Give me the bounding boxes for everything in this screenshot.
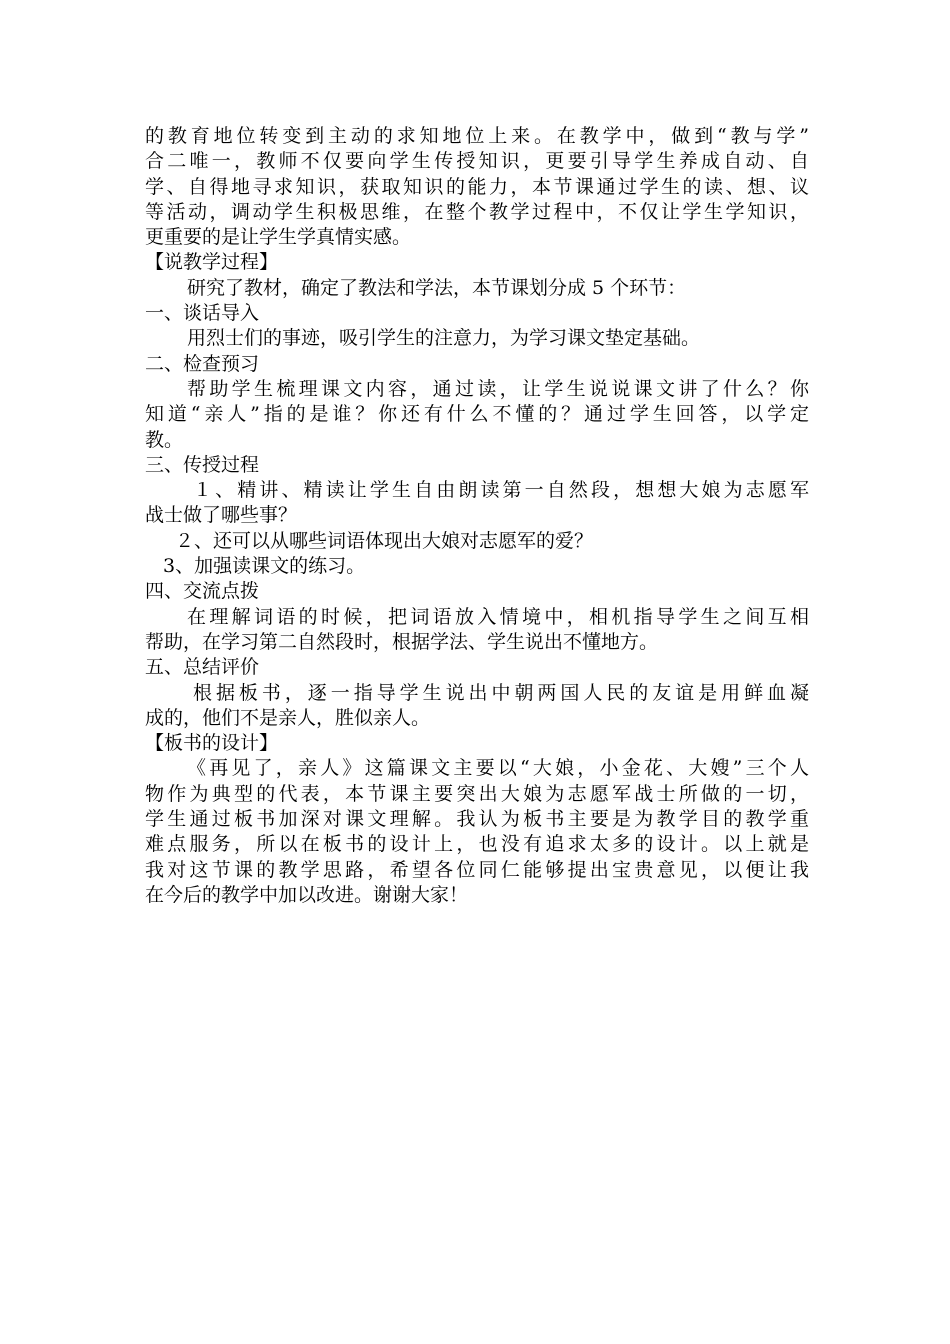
text-line: 【说教学过程】 xyxy=(145,251,279,274)
text-line: ２、还可以从哪些词语体现出大娘对志愿军的爱？ xyxy=(175,529,594,552)
text-line: 在今后的教学中加以改进。谢谢大家！ xyxy=(145,883,469,906)
text-line: 学、自得地寻求知识，获取知识的能力，本节课通过学生的读、想、议 xyxy=(145,175,809,198)
text-line: 我对这节课的教学思路，希望各位同仁能够提出宝贵意见，以便让我 xyxy=(145,858,809,881)
text-line: 物作为典型的代表，本节课主要突出大娘为志愿军战士所做的一切， xyxy=(145,782,809,805)
text-line: 成的，他们不是亲人，胜似亲人。 xyxy=(145,706,431,729)
text-line: 的教育地位转变到主动的求知地位上来。在教学中，做到“教与学” xyxy=(145,125,809,147)
text-line: 《再见了，亲人》这篇课文主要以“大娘，小金花、大嫂”三个人 xyxy=(187,757,809,780)
document-body xyxy=(145,124,809,908)
text-line: 【板书的设计】 xyxy=(145,732,279,755)
text-line: 教。 xyxy=(145,428,184,451)
text-line: 学生通过板书加深对课文理解。我认为板书主要是为教学目的教学重 xyxy=(145,808,809,831)
text-line: 根据板书，逐一指导学生说出中朝两国人民的友谊是用鲜血凝 xyxy=(193,681,809,704)
text-line: 三、传授过程 xyxy=(145,453,260,476)
text-line: 更重要的是让学生学真情实感。 xyxy=(145,226,412,249)
text-line: 在理解词语的时候，把词语放入情境中，相机指导学生之间互相 xyxy=(187,605,809,628)
text-line: 合二唯一，教师不仅要向学生传授知识，更要引导学生养成自动、自 xyxy=(145,150,809,173)
text-line: 一、谈话导入 xyxy=(145,302,260,325)
text-line: 用烈士们的事迹，吸引学生的注意力，为学习课文垫定基础。 xyxy=(187,327,701,350)
text-line: 战士做了哪些事？ xyxy=(145,504,298,527)
text-line: 研究了教材，确定了教法和学法，本节课划分成 5 个环节： xyxy=(187,276,687,299)
text-line: 难点服务，所以在板书的设计上，也没有追求太多的设计。以上就是 xyxy=(145,833,809,856)
text-line: 二、检查预习 xyxy=(145,352,260,375)
text-line: 3、加强读课文的练习。 xyxy=(163,555,366,578)
text-line: 等活动，调动学生积极思维，在整个教学过程中，不仅让学生学知识， xyxy=(145,200,809,223)
text-line: 五、总结评价 xyxy=(145,656,260,679)
text-line: １、精讲、精读让学生自由朗读第一自然段，想想大娘为志愿军 xyxy=(193,479,809,502)
text-line: 四、交流点拨 xyxy=(145,580,260,603)
text-line: 帮助学生梳理课文内容，通过读，让学生说说课文讲了什么？你 xyxy=(187,377,809,400)
text-line: 帮助，在学习第二自然段时，根据学法、学生说出不懂地方。 xyxy=(145,630,659,653)
text-line: 知道“亲人”指的是谁？你还有什么不懂的？通过学生回答，以学定 xyxy=(145,403,809,426)
